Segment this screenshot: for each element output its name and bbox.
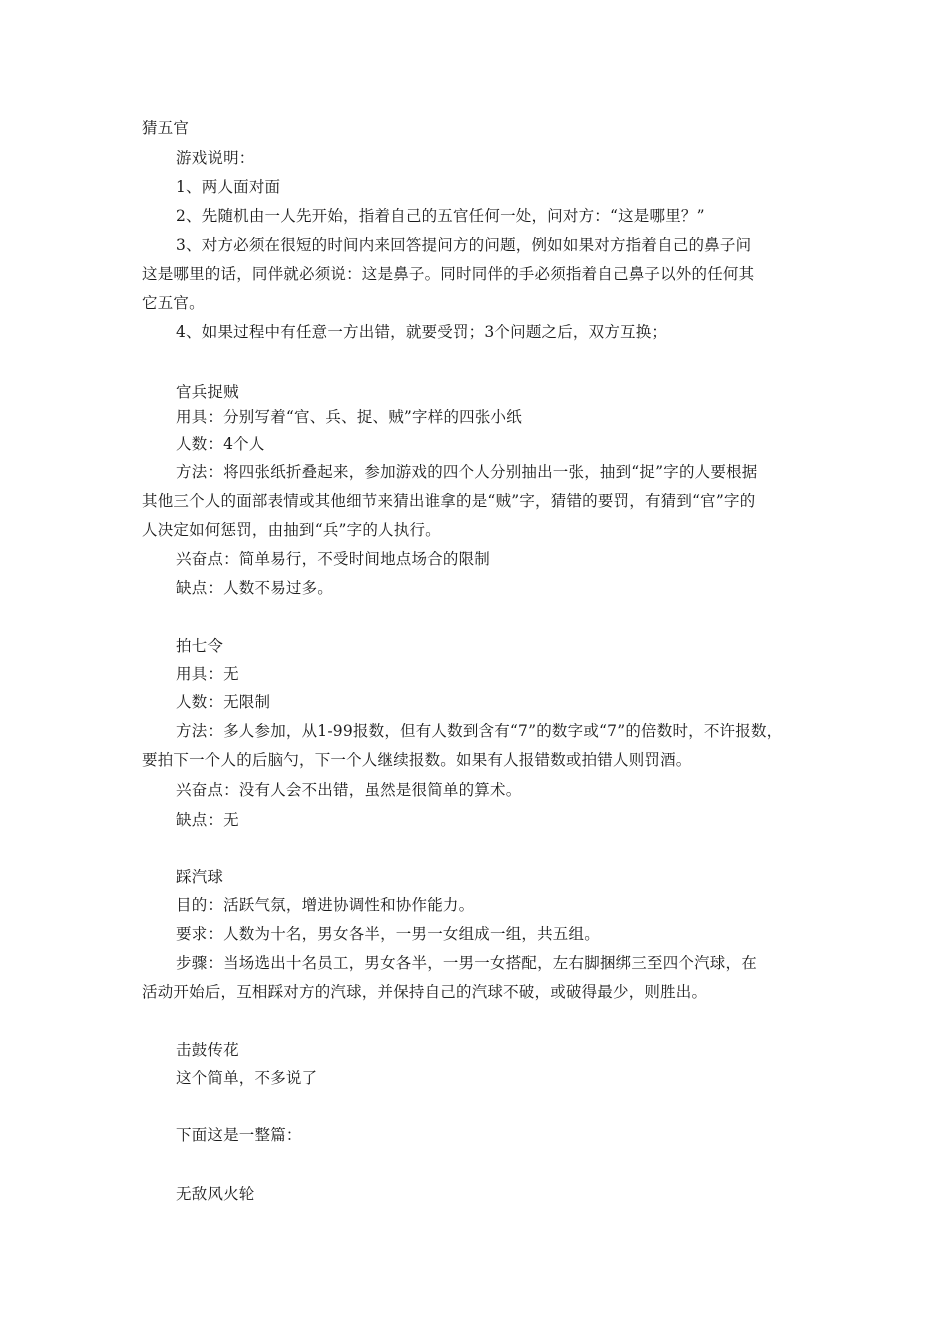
section-title: 官兵捉贼 bbox=[176, 383, 239, 401]
paragraph-line: 这个简单，不多说了 bbox=[176, 1069, 318, 1087]
paragraph-line: 下面这是一整篇： bbox=[176, 1126, 302, 1144]
paragraph-line: 它五官。 bbox=[142, 294, 205, 312]
section-title: 无敌风火轮 bbox=[176, 1185, 255, 1203]
paragraph-line: 其他三个人的面部表情或其他细节来猜出谁拿的是“贼”字，猜错的要罚，有猜到“官”字的 bbox=[142, 492, 756, 510]
paragraph-line: 2、先随机由一人先开始，指着自己的五官任何一处，问对方：“这是哪里？” bbox=[176, 207, 705, 225]
paragraph-line: 3、对方必须在很短的时间内来回答提问方的问题，例如如果对方指着自己的鼻子问 bbox=[176, 236, 752, 254]
paragraph-line: 人数：4个人 bbox=[176, 435, 265, 453]
paragraph-line: 方法：多人参加，从1-99报数，但有人数到含有“7”的数字或“7”的倍数时，不许报数， bbox=[176, 722, 783, 740]
section-title: 拍七令 bbox=[176, 637, 224, 655]
paragraph-line: 用具：无 bbox=[176, 665, 239, 683]
paragraph-line: 方法：将四张纸折叠起来，参加游戏的四个人分别抽出一张，抽到“捉”字的人要根据 bbox=[176, 463, 758, 481]
paragraph-line: 这是哪里的话，同伴就必须说：这是鼻子。同时同伴的手必须指着自己鼻子以外的任何其 bbox=[142, 265, 755, 283]
paragraph-line: 用具：分别写着“官、兵、捉、贼”字样的四张小纸 bbox=[176, 408, 522, 426]
paragraph-line: 要拍下一个人的后脑勺，下一个人继续报数。如果有人报错数或拍错人则罚酒。 bbox=[142, 751, 692, 769]
paragraph-line: 兴奋点：没有人会不出错，虽然是很简单的算术。 bbox=[176, 781, 522, 799]
paragraph-line: 人数：无限制 bbox=[176, 693, 271, 711]
section-title: 击鼓传花 bbox=[176, 1041, 239, 1059]
paragraph-line: 步骤：当场选出十名员工，男女各半，一男一女搭配，左右脚捆绑三至四个汽球，在 bbox=[176, 954, 757, 972]
section-title: 踩汽球 bbox=[176, 868, 224, 886]
section-title: 猜五官 bbox=[142, 119, 190, 137]
paragraph-line: 人决定如何惩罚，由抽到“兵”字的人执行。 bbox=[142, 521, 441, 539]
paragraph-line: 活动开始后，互相踩对方的汽球，并保持自己的汽球不破，或破得最少，则胜出。 bbox=[142, 983, 708, 1001]
paragraph-line: 1、两人面对面 bbox=[176, 178, 281, 196]
paragraph-line: 缺点：人数不易过多。 bbox=[176, 579, 334, 597]
paragraph-line: 缺点：无 bbox=[176, 811, 239, 829]
paragraph-line: 目的：活跃气氛，增进协调性和协作能力。 bbox=[176, 896, 475, 914]
paragraph-line: 兴奋点：简单易行，不受时间地点场合的限制 bbox=[176, 550, 491, 568]
paragraph-line: 4、如果过程中有任意一方出错，就要受罚；3个问题之后，双方互换； bbox=[176, 323, 668, 341]
paragraph-line: 要求：人数为十名，男女各半，一男一女组成一组，共五组。 bbox=[176, 925, 600, 943]
paragraph-line: 游戏说明： bbox=[176, 149, 255, 167]
